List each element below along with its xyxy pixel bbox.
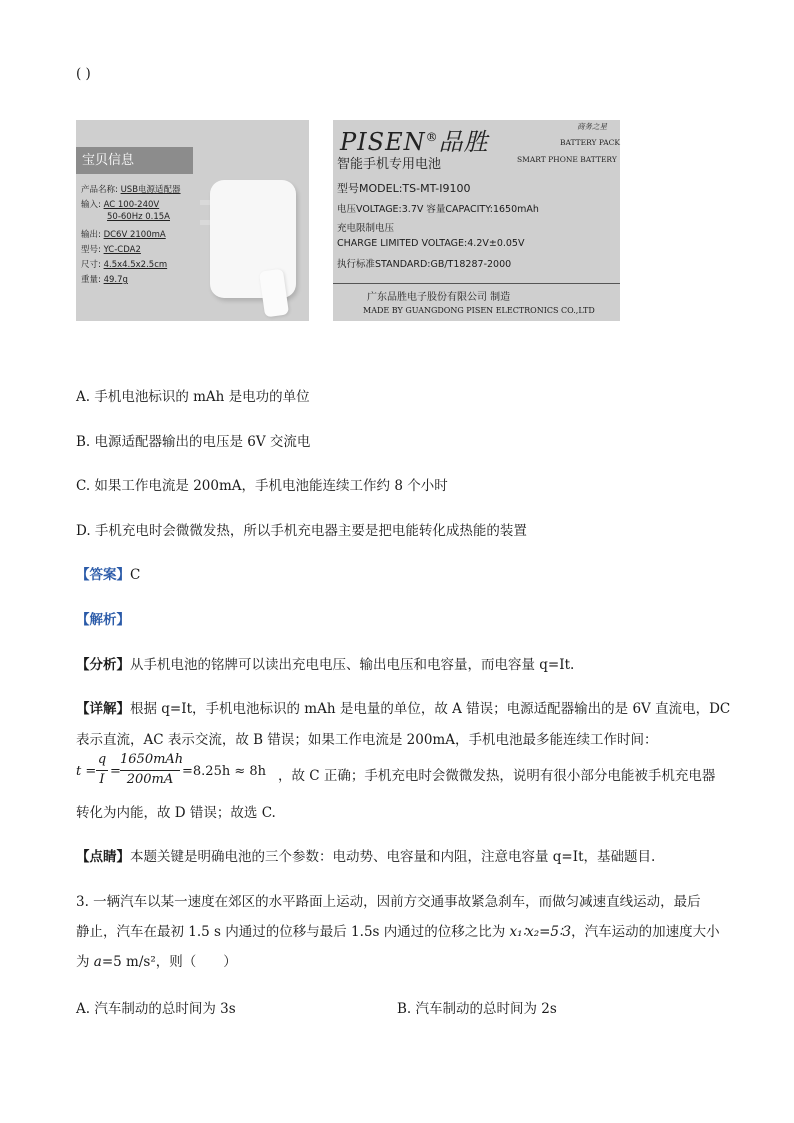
divider: [333, 283, 620, 284]
smart-phone-text: SMART PHONE BATTERY: [517, 155, 617, 164]
spec-line: 型号: YC-CDA2: [81, 245, 141, 255]
xiangjie-line-1: 【详解】根据 q=It，手机电池标识的 mAh 是电量的单位，故 A 错误；电源适配器输出的是 6V 直流电，DC: [76, 701, 731, 717]
battery-label-photo: [333, 120, 620, 321]
product-info-tag: 宝贝信息: [76, 147, 193, 174]
option-a: A. 手机电池标识的 mAh 是电功的单位: [76, 389, 310, 405]
fenxi-line: 【分析】从手机电池的铭牌可以读出充电电压、输出电压和电容量，而电容量 q=It.: [76, 657, 575, 673]
q3-option-a: A. 汽车制动的总时间为 3s: [76, 1001, 236, 1017]
option-b: B. 电源适配器输出的电压是 6V 交流电: [76, 434, 311, 450]
answer-line: 【答案】C: [76, 567, 141, 583]
q3-option-b: B. 汽车制动的总时间为 2s: [397, 1001, 557, 1017]
spec-line: 产品名称: USB电源适配器: [81, 185, 181, 195]
adapter-photo: [76, 120, 309, 321]
standard-line: 执行标准STANDARD:GB/T18287-2000: [337, 259, 512, 270]
fraction-bar: [96, 770, 108, 771]
voltage-line: 电压VOLTAGE:3.7V 容量CAPACITY:1650mAh: [337, 204, 539, 215]
maker-en: MADE BY GUANGDONG PISEN ELECTRONICS CO.,LTD: [363, 306, 595, 315]
q3-line-1: 3. 一辆汽车以某一速度在郊区的水平路面上运动，因前方交通事故紧急刹车，而做匀减速直线运动，最后: [76, 894, 701, 910]
spec-line: 50-60Hz 0.15A: [107, 212, 170, 222]
option-c: C. 如果工作电流是 200mA，手机电池能连续工作约 8 个小时: [76, 478, 448, 494]
charge-cn-line: 充电限制电压: [337, 223, 395, 234]
q3-line-2: 静止，汽车在最初 1.5 s 内通过的位移与最后 1.5s 内通过的位移之比为 x₁∶x₂=5∶3，汽车运动的加速度大小: [76, 924, 720, 940]
model-line: 型号MODEL:TS-MT-I9100: [337, 182, 471, 195]
formula-eq: =: [110, 764, 121, 779]
formula-q: q: [97, 752, 107, 767]
spec-line: 重量: 49.7g: [81, 275, 128, 285]
xiangjie-line-3: ，故 C 正确；手机充电时会微微发热，说明有很小部分电能被手机充电器: [278, 768, 716, 784]
spec-line: 输出: DC6V 2100mA: [81, 230, 166, 240]
formula-I: I: [99, 772, 105, 787]
battery-title: 智能手机专用电池: [337, 157, 442, 172]
battery-pack-text: BATTERY PACK: [560, 138, 621, 147]
q3-line-3: 为 a=5 m/s²，则（ ）: [76, 954, 237, 970]
charge-en-line: CHARGE LIMITED VOLTAGE:4.2V±0.05V: [337, 238, 525, 249]
fraction-bar: [120, 770, 180, 771]
slogan: 商务之星: [577, 122, 607, 131]
maker-cn: 广东品胜电子股份有限公司 制造: [367, 292, 511, 303]
formula-num: 1650mAh: [120, 752, 184, 767]
dianjing-line: 【点睛】本题关键是明确电池的三个参数：电动势、电容量和内阻，注意电容量 q=It，基础题目.: [76, 849, 656, 865]
spec-line: 尺寸: 4.5x4.5x2.5cm: [81, 260, 168, 270]
formula-result: =8.25h ≈ 8h: [182, 764, 267, 779]
formula-t: t =: [76, 764, 97, 779]
formula-den: 200mA: [126, 772, 174, 787]
spec-line: 输入: AC 100-240V: [81, 200, 160, 210]
analysis-label: 【解析】: [76, 612, 130, 628]
xiangjie-line-4: 转化为内能，故 D 错误；故选 C.: [76, 805, 276, 821]
brand-logo: PISEN®品胜: [340, 128, 489, 156]
xiangjie-line-2: 表示直流，AC 表示交流，故 B 错误；如果工作电流是 200mA，手机电池最多能连续工作时间：: [76, 732, 658, 748]
option-d: D. 手机充电时会微微发热，所以手机充电器主要是把电能转化成热能的装置: [76, 523, 527, 539]
question-prefix: ( ): [76, 66, 91, 82]
